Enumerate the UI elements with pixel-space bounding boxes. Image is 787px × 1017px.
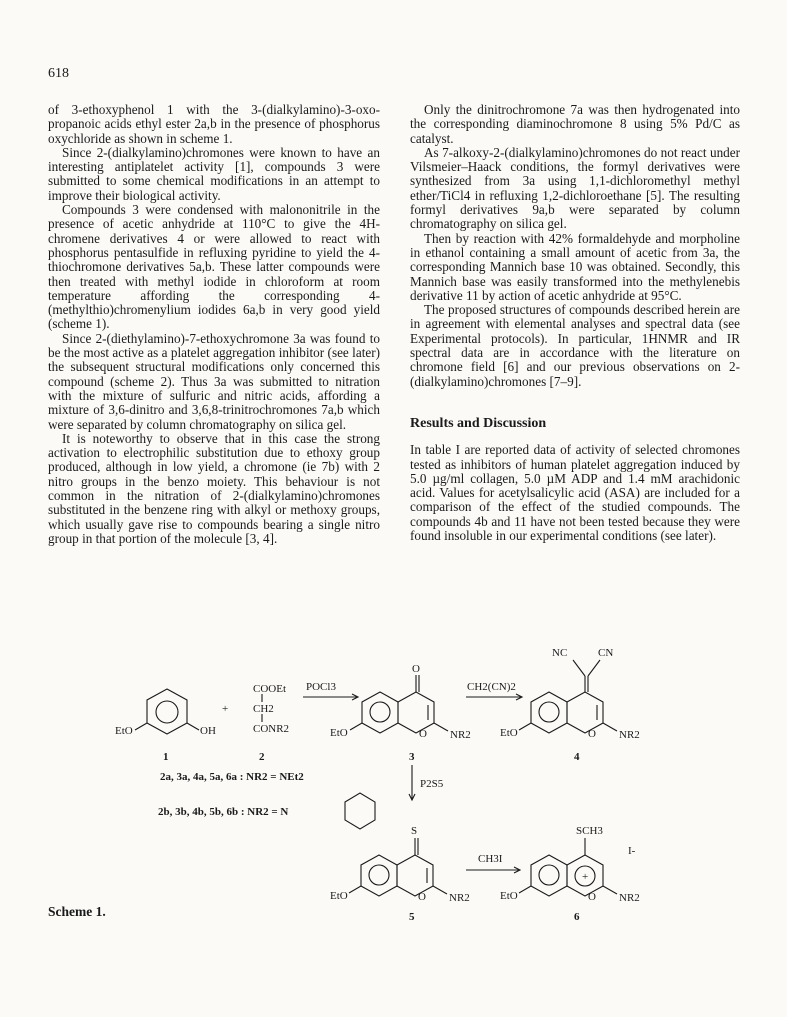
substituent-label: SCH3 <box>576 825 603 837</box>
atom-label: O <box>588 891 596 903</box>
substituent-label: NR2 <box>450 729 471 741</box>
substituent-label: EtO <box>500 890 518 902</box>
chromenylium-benzo-ring-6 <box>531 855 567 896</box>
atom-label: O <box>419 728 427 740</box>
pyrone-ring-3 <box>398 692 434 733</box>
paragraph: The proposed structures of compounds described herein are in agreement with elemental analyses and spectral data (see Experimental protocols). In particular, 1HNMR and IR spectral data are in accordance with the literature on chromone field [6] and our previous observations on 2-(dialkylamino)chromones [7–9]. <box>410 302 740 389</box>
section-heading: Results and Discussion <box>410 415 547 431</box>
substituent-label: EtO <box>330 890 348 902</box>
paragraph: of 3-ethoxyphenol 1 with the 3-(dialkylamino)-3-oxo-propanoic acids ethyl ester 2a,b in the presence of phosphorus oxychloride as shown in scheme 1. <box>48 102 380 146</box>
chromone-benzo-ring-3 <box>362 692 398 733</box>
paragraph: Compounds 3 were condensed with malononitrile in the presence of acetic anhydride at 110°C to give the 4H-chromene derivatives 4 or were allowed to react with phosphorus pentasulfide in refluxing pyridine to yield the 4-thiochromone derivatives 5a,b. These latter compounds were then treated with methyl iodide in chloroform at room temperature affording the corresponding 4-(methylthio)chromenylium iodides 6a,b in very good yield (scheme 1). <box>48 202 380 332</box>
substituent-label: EtO <box>115 725 133 737</box>
counterion-label: I- <box>628 845 636 857</box>
substituent-label: CN <box>598 647 614 659</box>
chromene-ring-4 <box>567 692 603 733</box>
substituent-label: CONR2 <box>253 723 290 735</box>
substituent-label: NC <box>552 647 568 659</box>
legend-line-a: 2a, 3a, 4a, 5a, 6a : NR2 = NEt2 <box>160 771 304 783</box>
piperidine-ring <box>345 793 375 829</box>
compound-number: 4 <box>574 751 580 763</box>
paragraph: As 7-alkoxy-2-(dialkylamino)chromones do not react under Vilsmeier–Haack conditions, the formyl derivatives were synthesized from 3a using 1,1-dichloromethyl methyl ether/TiCl4 in refluxing 1,2-dichloroethane [5]. The resulting formyl derivatives 9a,b were separated by column chromatography on silica gel. <box>410 144 740 232</box>
compound-number: 5 <box>409 911 415 923</box>
paragraph: Only the dinitrochromone 7a was then hydrogenated into the corresponding diaminochromone 8 using 5% Pd/C as catalyst. <box>410 102 740 146</box>
reagent-label: POCl3 <box>306 681 336 693</box>
reagent-label: CH2(CN)2 <box>467 681 516 693</box>
reagent-label: P2S5 <box>420 778 444 790</box>
reagent-label: CH3I <box>478 853 503 865</box>
paragraph: Since 2-(diethylamino)-7-ethoxychromone 3a was found to be the most active as a platelet aggregation inhibitor (see later) the subsequent structural modifications only concerned this compound (scheme 2). Thus 3a was submitted to nitration with the mixture of sulfuric and nitric acids, affording a mixture of 3,6-dinitro and 3,6,8-trinitrochromones 7a,b which were separated by column chromatography on silica gel. <box>48 330 380 432</box>
atom-label: O <box>412 663 420 675</box>
substituent-label: NR2 <box>619 729 640 741</box>
substituent-label: EtO <box>500 727 518 739</box>
compound-number: 1 <box>163 751 169 763</box>
paragraph: In table I are reported data of activity of selected chromones tested as inhibitors of human platelet aggregation induced by 5.0 µg/ml collagen, 5.0 µM ADP and 1.4 mM arachidonic acid. Values for acetylsalicylic acid (ASA) are included for a comparison of the effect of the studied compounds. The compounds 4b and 11 have not been tested because they were found insoluble in our experimental conditions (see later). <box>410 442 740 544</box>
paragraph: Since 2-(dialkylamino)chromones were known to have an interesting antiplatelet activity [1], compounds 3 were submitted to some chemical modifications in an attempt to improve their biological activity. <box>48 144 380 203</box>
chromene-benzo-ring-4 <box>531 692 567 733</box>
page-number: 618 <box>48 66 69 81</box>
substituent-label: OH <box>200 725 216 737</box>
atom-label: O <box>588 728 596 740</box>
scheme-drawing <box>0 630 787 930</box>
thiopyrone-ring-5 <box>397 855 433 896</box>
paragraph: Then by reaction with 42% formaldehyde and morpholine in ethanol containing a small amount of acetic from 3a, the corresponding Mannich base 10 was obtained. Secondly, this Mannich base was easily transformed into the methylenebis derivative 11 by action of acetic anhydride at 95°C. <box>410 230 740 303</box>
aromatic-circle-1 <box>156 701 178 723</box>
right-column <box>410 103 740 543</box>
atom-label: S <box>411 825 418 837</box>
substituent-label: NR2 <box>619 892 640 904</box>
reaction-scheme <box>0 630 787 930</box>
substituent-label: NR2 <box>449 892 470 904</box>
scheme-caption: Scheme 1. <box>48 904 106 919</box>
substituent-label: CH2 <box>253 703 274 715</box>
benzene-ring-1 <box>147 689 187 734</box>
compound-number: 2 <box>259 751 265 763</box>
substituent-label: COOEt <box>253 683 286 695</box>
charge-label: + <box>582 871 589 883</box>
compound-number: 6 <box>574 911 580 923</box>
substituent-label: EtO <box>330 727 348 739</box>
thiochromone-benzo-ring-5 <box>361 855 397 896</box>
left-column <box>48 103 380 546</box>
paragraph: It is noteworthy to observe that in this case the strong activation to electrophilic substitution due to ethoxy group produced, although in low yield, a chromone (ie 7b) with 2 nitro groups in the benzo moiety. This behaviour is not common in the nitration of 2-(dialkylamino)chromones substituted in the benzene ring with alkyl or methoxy groups, which usually gave rise to compounds bearing a single nitro group in that portion of the molecule [3, 4]. <box>48 430 380 546</box>
atom-label: O <box>418 891 426 903</box>
plus-sign: + <box>222 703 229 715</box>
legend-line-b: 2b, 3b, 4b, 5b, 6b : NR2 = N <box>158 806 289 818</box>
compound-number: 3 <box>409 751 415 763</box>
